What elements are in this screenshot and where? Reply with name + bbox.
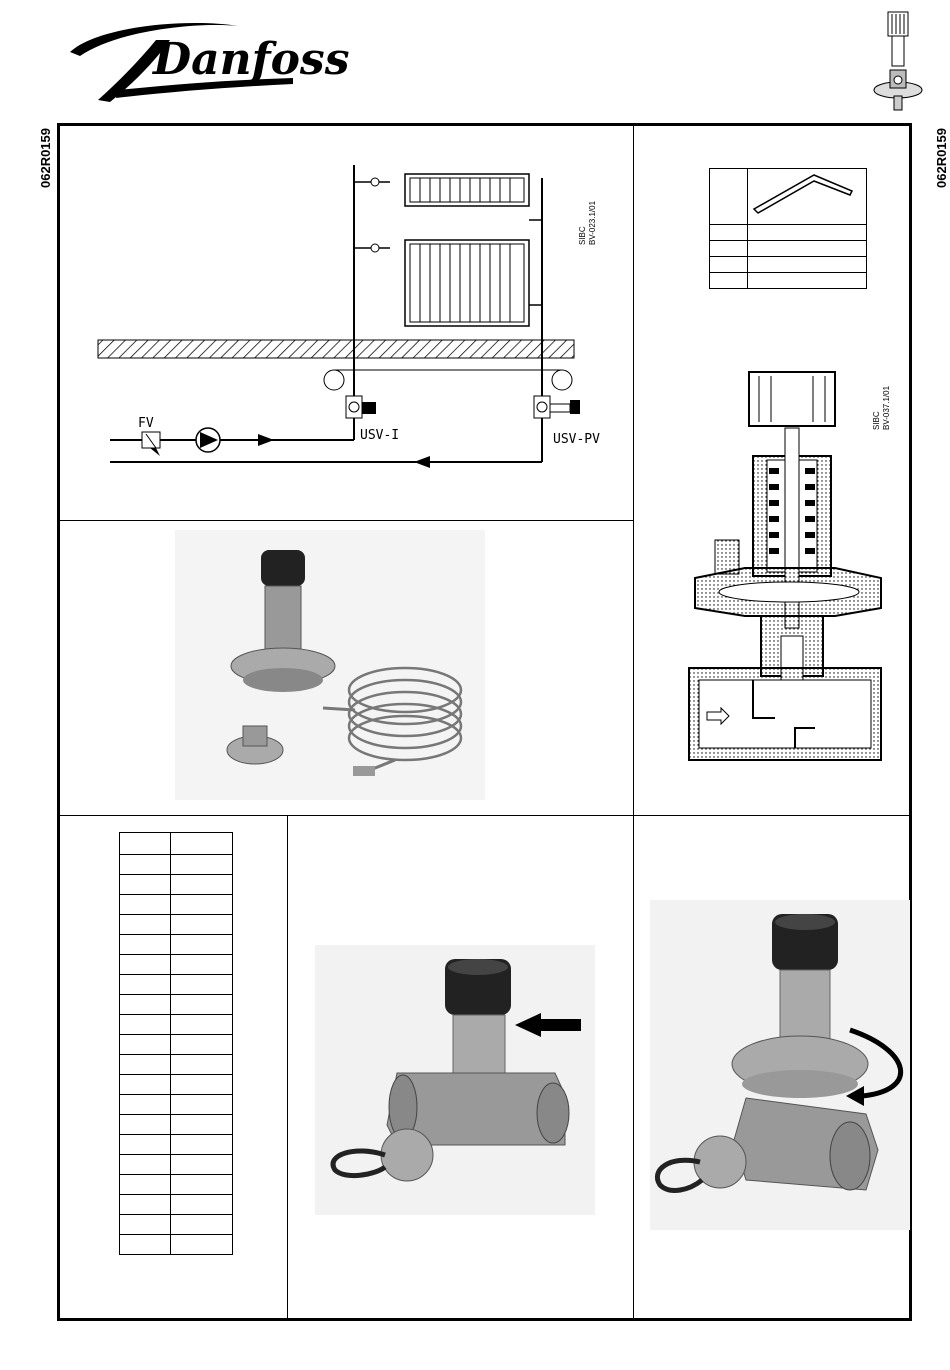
sibc-code-1-line2: BV-023.1/01 — [588, 200, 597, 245]
usv-pv-valve-symbol — [534, 396, 580, 418]
settings-table-row — [120, 1175, 233, 1195]
hex-key-table — [709, 168, 867, 289]
sibc-code-1 — [578, 201, 598, 245]
hex-key-icon-cell — [748, 169, 867, 225]
settings-table-row — [120, 1195, 233, 1215]
tool-table-row — [710, 241, 867, 257]
radiator-upper — [354, 174, 542, 220]
radiator-lower — [354, 240, 542, 326]
sibc-code-2-line2: BV-037.1/01 — [882, 385, 891, 430]
settings-table-row — [120, 895, 233, 915]
valve-cross-section — [685, 368, 885, 768]
settings-table-row — [120, 935, 233, 955]
hex-key-icon — [748, 169, 866, 219]
settings-table-row — [120, 1115, 233, 1135]
divider-horizontal-mid — [59, 520, 633, 521]
divider-horizontal-lower — [59, 815, 910, 816]
settings-table — [119, 832, 233, 1255]
settings-table-row — [120, 975, 233, 995]
settings-table-row — [120, 995, 233, 1015]
product-photo-usv-i — [315, 945, 595, 1215]
divider-vertical-top — [633, 125, 634, 1320]
filter-symbol — [142, 432, 160, 456]
settings-table-row — [120, 1055, 233, 1075]
settings-table-row — [120, 1035, 233, 1055]
doc-code-left: 062R0159 — [38, 128, 53, 188]
usv-i-label: USV-I — [360, 428, 400, 443]
product-photo-usv-pv — [650, 900, 910, 1230]
sibc-code-2 — [872, 386, 892, 430]
product-photo-valve-kit — [175, 530, 485, 800]
tool-table-row — [710, 273, 867, 289]
fv-label: FV — [138, 416, 154, 431]
settings-table-row — [120, 1155, 233, 1175]
doc-code-right: 062R0159 — [934, 128, 949, 188]
settings-table-row — [120, 875, 233, 895]
danfoss-logo — [58, 12, 350, 107]
settings-table-row — [120, 855, 233, 875]
tool-table-row — [710, 257, 867, 273]
sibc-code-1-line1: SIBC — [578, 226, 587, 245]
logo-text: Danfoss — [153, 34, 350, 85]
settings-table-row — [120, 1135, 233, 1155]
floor-slab — [98, 340, 574, 358]
settings-table-row — [120, 1215, 233, 1235]
settings-table-row — [120, 1015, 233, 1035]
settings-table-row — [120, 1235, 233, 1255]
valve-thumbnail-icon — [868, 10, 928, 115]
usv-pv-label: USV-PV — [553, 432, 600, 447]
pump-symbol — [196, 428, 220, 452]
settings-table-row — [120, 915, 233, 935]
settings-table-row — [120, 1075, 233, 1095]
settings-table-row — [120, 1095, 233, 1115]
usv-i-valve-symbol — [346, 396, 376, 418]
settings-table-header — [120, 833, 233, 855]
tool-table-row — [710, 225, 867, 241]
divider-vertical-bottom — [287, 815, 288, 1320]
settings-table-row — [120, 955, 233, 975]
sibc-code-2-line1: SIBC — [872, 411, 881, 430]
